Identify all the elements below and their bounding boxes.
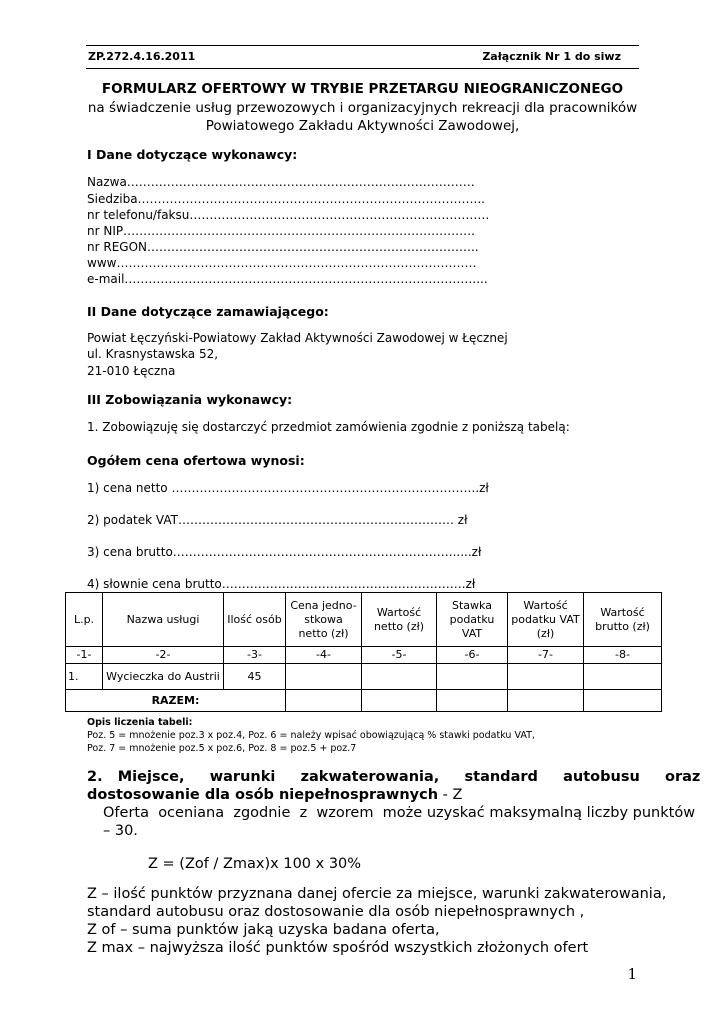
col-number: -5-	[362, 647, 437, 664]
total-vat-rate[interactable]	[437, 690, 508, 712]
field-email: e-mail……………………………………………………………………………....	[87, 272, 488, 286]
price-vat: 2) podatek VAT…………………………………………………………… zł	[87, 513, 468, 527]
col-vat-rate: Stawka podatku VAT	[437, 593, 508, 647]
buyer-city: 21-010 Łęczna	[87, 364, 176, 378]
col-unit-price: Cena jedno-stkowa netto (zł)	[286, 593, 362, 647]
total-unit-price[interactable]	[286, 690, 362, 712]
cell-service-name: Wycieczka do Austrii	[103, 664, 224, 690]
criterion-heading: 2. Miejsce, warunki zakwaterowania, standard autobusu oraz	[87, 769, 701, 785]
criterion-heading-bold: dostosowanie dla osób niepełnosprawnych	[87, 787, 439, 803]
table-number-row	[66, 647, 662, 664]
page-number: 1	[627, 965, 637, 983]
buyer-street: ul. Krasnystawska 52,	[87, 347, 219, 361]
price-net: 1) cena netto …………………………………………………………………..zł	[87, 481, 489, 495]
obligations-heading: III Zobowiązania wykonawcy:	[87, 392, 293, 407]
col-number: -3-	[224, 647, 286, 664]
field-www: www………………………………………………………………………………	[87, 256, 477, 270]
col-vat-value: Wartość podatku VAT (zł)	[508, 593, 584, 647]
col-service-name: Nazwa usługi	[103, 593, 224, 647]
reference-number: ZP.272.4.16.2011	[88, 50, 196, 63]
cell-unit-price[interactable]	[286, 664, 362, 690]
cell-gross-value[interactable]	[584, 664, 662, 690]
col-number: -6-	[437, 647, 508, 664]
obligation-item-1: 1. Zobowiązuję się dostarczyć przedmiot zamówienia zgodnie z poniższą tabelą:	[87, 420, 570, 434]
cell-net-value[interactable]	[362, 664, 437, 690]
total-vat-value[interactable]	[508, 690, 584, 712]
table-total-row	[66, 690, 662, 712]
col-net-value: Wartość netto (zł)	[362, 593, 437, 647]
total-label: RAZEM:	[66, 690, 286, 712]
cell-persons: 45	[224, 664, 286, 690]
table-header-row	[66, 593, 662, 647]
total-net-value[interactable]	[362, 690, 437, 712]
formula: Z = (Zof / Zmax)x 100 x 30%	[148, 856, 362, 872]
offer-table	[65, 592, 662, 712]
criterion-desc-line2: – 30.	[103, 823, 138, 839]
buyer-heading: II Dane dotyczące zamawiającego:	[87, 304, 329, 319]
col-gross-value: Wartość brutto (zł)	[584, 593, 662, 647]
buyer-name: Powiat Łęczyński-Powiatowy Zakład Aktywności Zawodowej w Łęcznej	[87, 331, 508, 345]
notes-line-1: Poz. 5 = mnożenie poz.3 x poz.4, Poz. 6 = należy wpisać obowiązującą % stawki podatku VAT,	[87, 730, 535, 741]
form-subtitle-line2: Powiatowego Zakładu Aktywności Zawodowej,	[205, 118, 520, 134]
field-nip: nr NIP…………………………………………………………………………….	[87, 224, 475, 238]
col-lp: L.p.	[66, 593, 103, 647]
total-gross-value[interactable]	[584, 690, 662, 712]
cell-lp: 1.	[66, 664, 103, 690]
cell-vat-value[interactable]	[508, 664, 584, 690]
page-header	[86, 45, 639, 69]
definition-z-cont: standard autobusu oraz dostosowanie dla osób niepełnosprawnych ,	[87, 904, 585, 920]
table-row	[66, 664, 662, 690]
definition-zmax: Z max – najwyższa ilość punktów spośród wszystkich złożonych ofert	[87, 940, 589, 956]
field-name: Nazwa……………………………………………………………………………	[87, 175, 475, 189]
price-in-words: 4) słownie cena brutto…………………………………………………….zł	[87, 577, 476, 591]
form-title: FORMULARZ OFERTOWY W TRYBIE PRZETARGU NIEOGRANICZONEGO	[101, 81, 624, 97]
notes-heading: Opis liczenia tabeli:	[87, 717, 193, 728]
criterion-heading-line2	[87, 787, 462, 803]
form-subtitle-line1: na świadczenie usług przewozowych i organizacyjnych rekreacji dla pracowników	[87, 100, 638, 116]
col-number: -7-	[508, 647, 584, 664]
definition-z: Z – ilość punktów przyznana danej ofercie za miejsce, warunki zakwaterowania,	[87, 886, 667, 902]
field-regon: nr REGON………………………………………………………………………..	[87, 240, 479, 254]
price-gross: 3) cena brutto……………………………………………………………......zł	[87, 545, 482, 559]
col-number: -1-	[66, 647, 103, 664]
col-number: -4-	[286, 647, 362, 664]
field-phone: nr telefonu/faksu…………………………………………………………………	[87, 208, 490, 222]
col-persons: Ilość osób	[224, 593, 286, 647]
price-heading: Ogółem cena ofertowa wynosi:	[87, 453, 305, 468]
notes-line-2: Poz. 7 = mnożenie poz.5 x poz.6, Poz. 8 = poz.5 + poz.7	[87, 743, 357, 754]
attachment-label: Załącznik Nr 1 do siwz	[482, 50, 621, 63]
criterion-heading-suffix: - Z	[438, 787, 463, 803]
contractor-heading: I Dane dotyczące wykonawcy:	[87, 147, 298, 162]
cell-vat-rate[interactable]	[437, 664, 508, 690]
criterion-desc-line1: Oferta oceniana zgodnie z wzorem może uzyskać maksymalną liczby punktów	[103, 805, 696, 821]
definition-zof: Z of – suma punktów jaką uzyska badana oferta,	[87, 922, 440, 938]
col-number: -8-	[584, 647, 662, 664]
col-number: -2-	[103, 647, 224, 664]
field-seat: Siedziba…………………………………………………………………………...	[87, 192, 485, 206]
